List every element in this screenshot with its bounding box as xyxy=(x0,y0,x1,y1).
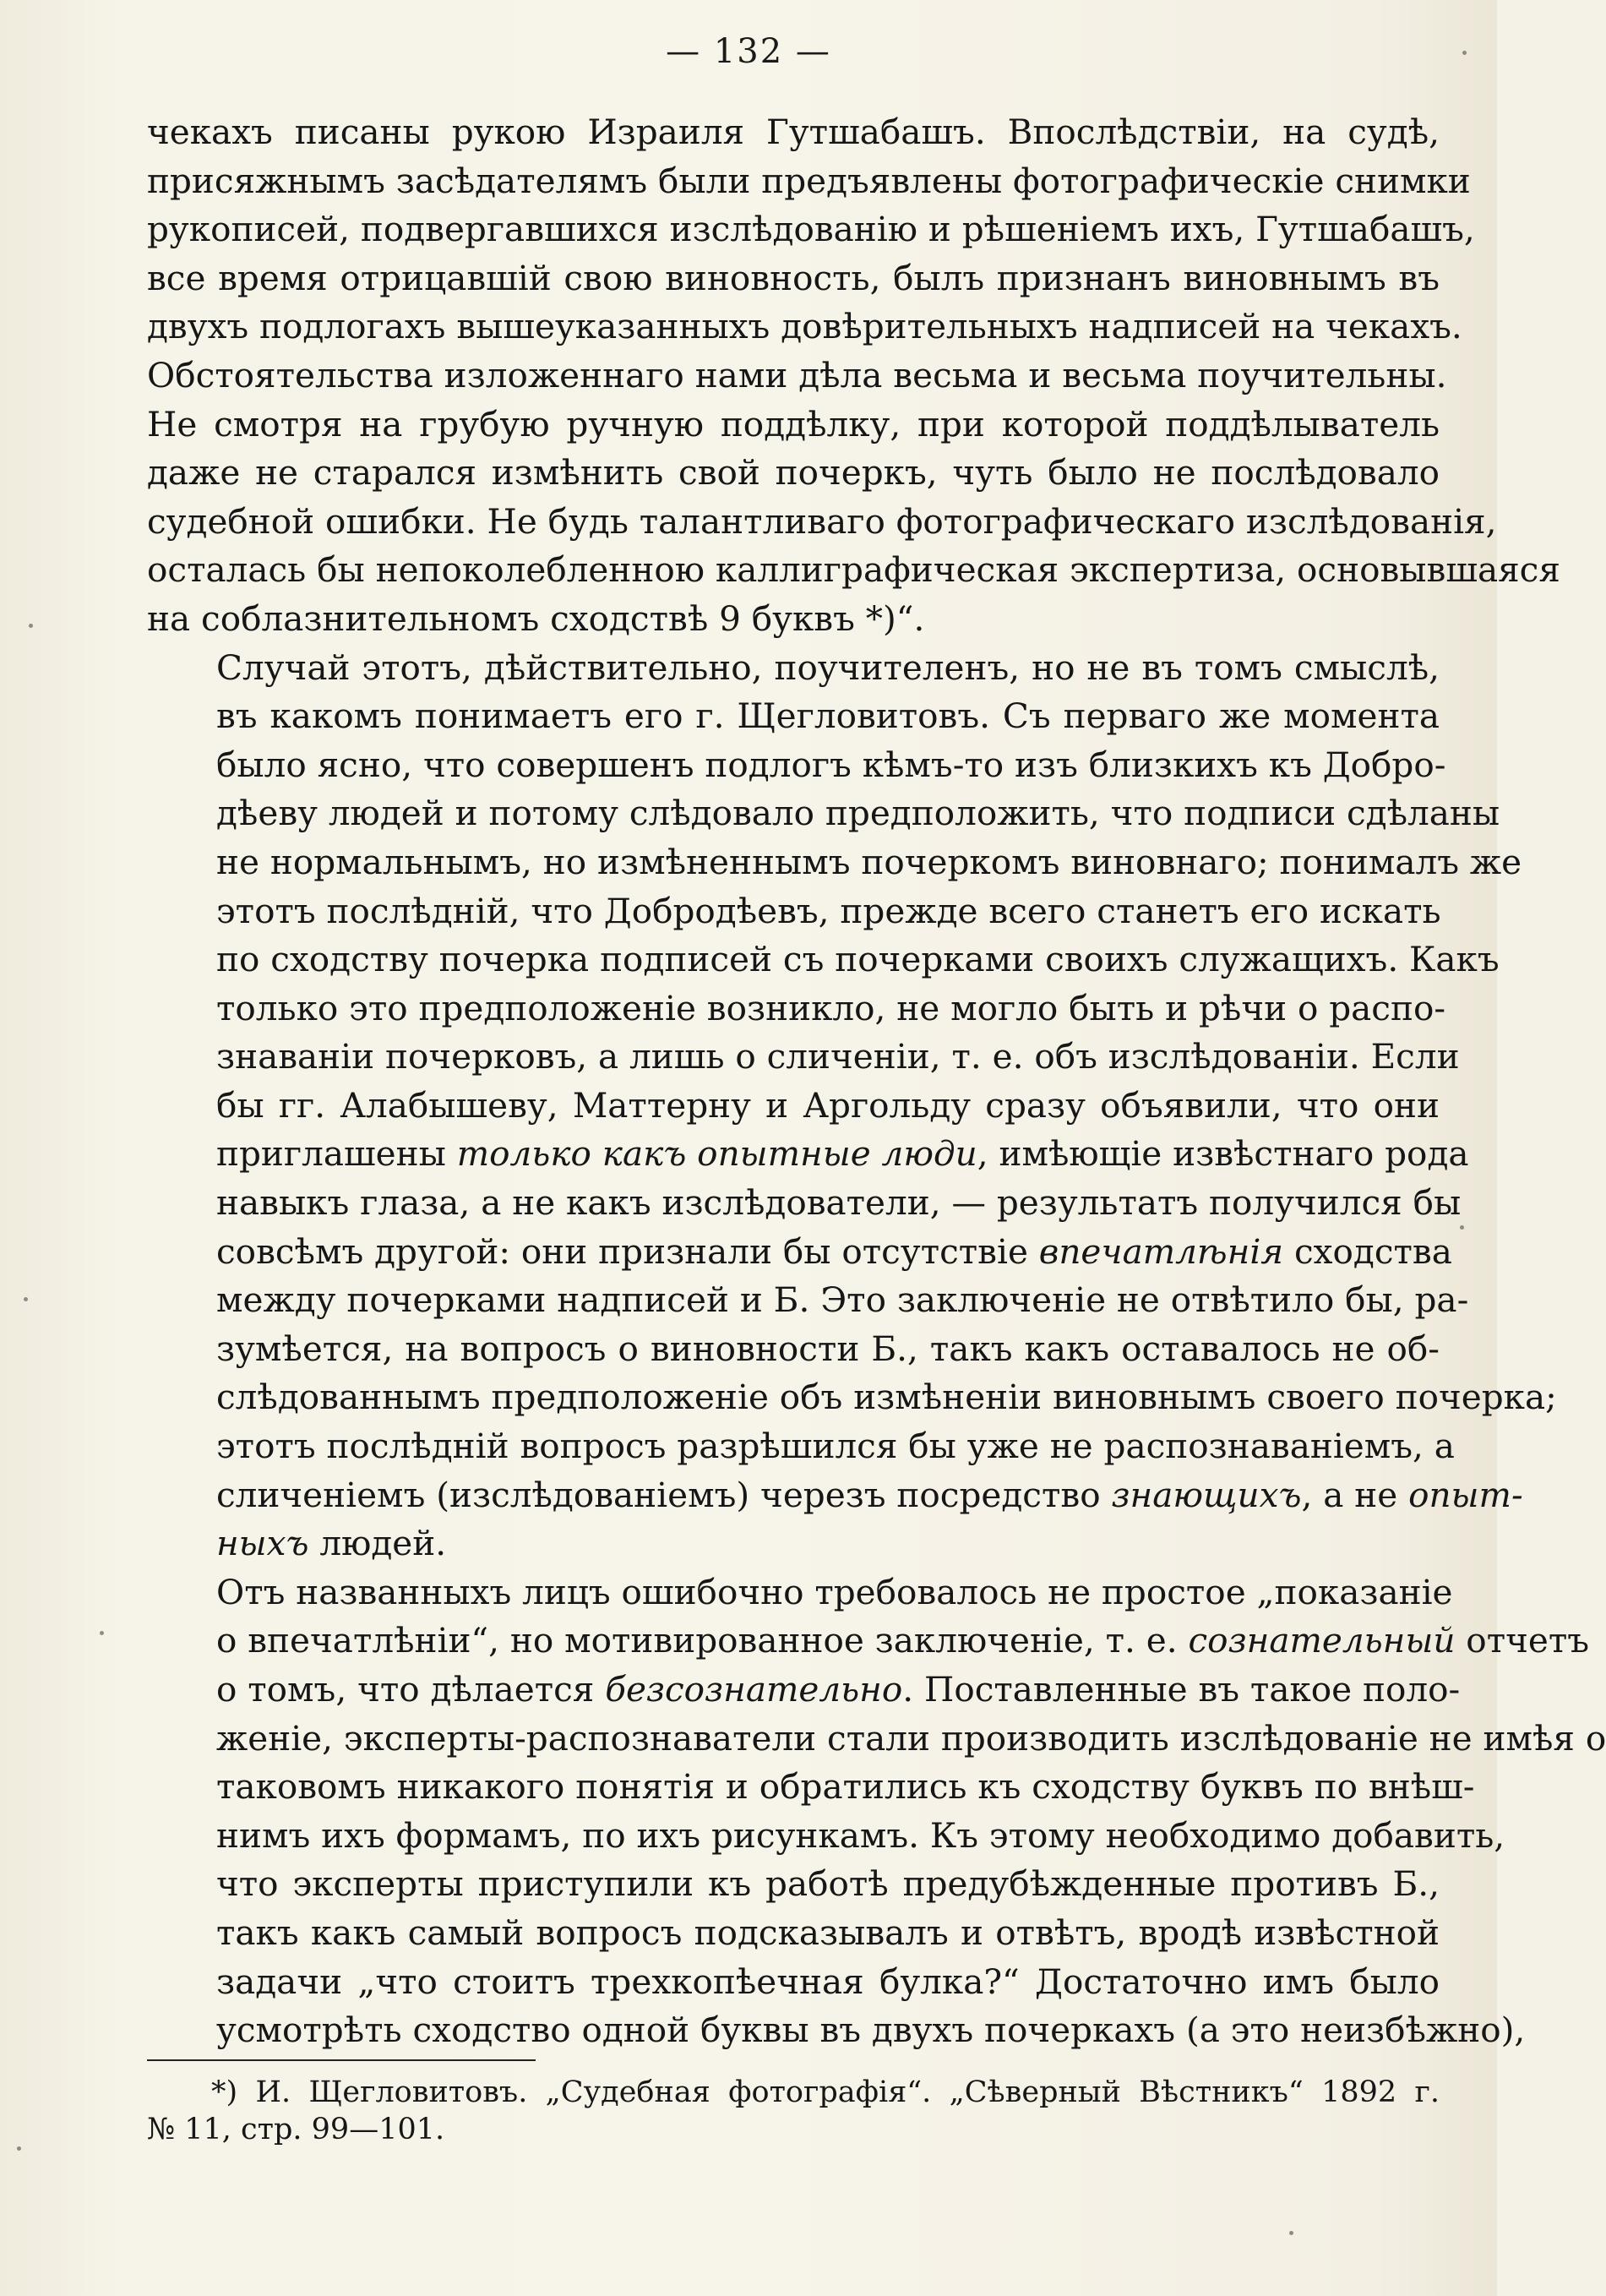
text-line: зумѣется, на вопросъ о виновности Б., такъ какъ оставалось не об- xyxy=(216,1328,1440,1369)
paragraph xyxy=(147,644,1557,1568)
text-line: судебной ошибки. Не будь талантливаго фотографическаго изслѣдованія, xyxy=(147,500,1497,542)
text-line: осталась бы непоколебленною каллиграфическая экспертиза, основывшаяся xyxy=(147,549,1560,591)
footnote-line: № 11, стр. 99—101. xyxy=(147,2113,445,2146)
text-line: присяжнымъ засѣдателямъ были предъявлены фотографическіе снимки xyxy=(147,160,1471,201)
text-line: о впечатлѣніи“, но мотивированное заключеніе, т. е. сознательный отчетъ xyxy=(216,1620,1590,1661)
text-line: Случай этотъ, дѣйствительно, поучителенъ, но не въ томъ смыслѣ, xyxy=(216,646,1440,688)
scan-speck xyxy=(1460,1225,1464,1230)
text-line: по сходству почерка подписей съ почерками своихъ служащихъ. Какъ xyxy=(216,939,1500,980)
text-line: только это предположеніе возникло, не могло быть и рѣчи о распо- xyxy=(216,987,1446,1028)
text-line: о томъ, что дѣлается безсознательно. Поставленные въ такое поло- xyxy=(216,1669,1461,1710)
italic-emphasis: безсознательно xyxy=(605,1669,903,1710)
paragraph xyxy=(147,1568,1606,2055)
italic-emphasis: впечатлѣнія xyxy=(1038,1230,1284,1272)
scan-speck xyxy=(100,1631,104,1635)
italic-emphasis: знающихъ xyxy=(1111,1474,1302,1515)
text-line: Не смотря на грубую ручную поддѣлку, при которой поддѣлыватель xyxy=(147,403,1440,444)
scan-speck xyxy=(1462,51,1467,55)
text-line: что эксперты приступили къ работѣ предубѣжденные противъ Б., xyxy=(216,1863,1440,1905)
text-line: этотъ послѣдній вопросъ разрѣшился бы уже не распознаваніемъ, а xyxy=(216,1426,1455,1467)
footnote-divider xyxy=(147,2059,536,2061)
text-line: двухъ подлогахъ вышеуказанныхъ довѣрительныхъ надписей на чекахъ. xyxy=(147,306,1462,347)
text-line: чекахъ писаны рукою Израиля Гутшабашъ. Впослѣдствіи, на судѣ, xyxy=(147,112,1440,152)
text-line: дѣеву людей и потому слѣдовало предположить, что подписи сдѣланы xyxy=(216,793,1500,834)
text-line: въ какомъ понимаетъ его г. Щегловитовъ. Съ перваго же момента xyxy=(216,695,1440,737)
text-line: сличеніемъ (изслѣдованіемъ) черезъ посредство знающихъ, а не опыт- xyxy=(216,1474,1523,1515)
text-line: нимъ ихъ формамъ, по ихъ рисункамъ. Къ этому необходимо добавить, xyxy=(216,1814,1505,1856)
text-line: было ясно, что совершенъ подлогъ кѣмъ-то изъ близкихъ къ Добро- xyxy=(216,744,1446,785)
page-number: — 132 — xyxy=(666,32,831,71)
text-line: совсѣмъ другой: они признали бы отсутствіе впечатлѣнія сходства xyxy=(216,1230,1452,1272)
text-line: таковомъ никакого понятія и обратились къ сходству буквъ по внѣш- xyxy=(216,1766,1475,1808)
body-text xyxy=(147,108,1606,2055)
text-line: на соблазнительномъ сходствѣ 9 буквъ *)“. xyxy=(147,597,925,639)
text-line: Отъ названныхъ лицъ ошибочно требовалось не простое „показаніе xyxy=(216,1571,1453,1612)
text-line: женіе, эксперты-распознаватели стали производить изслѣдованіе не имѣя о xyxy=(216,1717,1606,1759)
text-line: знаваніи почерковъ, а лишь о сличеніи, т. е. объ изслѣдованіи. Если xyxy=(216,1036,1460,1077)
text-line: слѣдованнымъ предположеніе объ измѣненіи виновнымъ своего почерка; xyxy=(216,1377,1557,1418)
text-line: даже не старался измѣнить свой почеркъ, чуть было не послѣдовало xyxy=(147,452,1440,494)
scan-speck xyxy=(24,1297,28,1301)
scan-speck xyxy=(29,624,33,628)
footnote-line: *) И. Щегловитовъ. „Судебная фотографія“. „Сѣверный Вѣстникъ“ 1892 г. xyxy=(211,2075,1440,2109)
text-line: приглашены только какъ опытные люди, имѣющіе извѣстнаго рода xyxy=(216,1133,1469,1175)
scan-speck xyxy=(17,2146,21,2151)
text-line: рукописей, подвергавшихся изслѣдованію и рѣшеніемъ ихъ, Гутшабашъ, xyxy=(147,209,1475,250)
text-line: Обстоятельства изложеннаго нами дѣла весьма и весьма поучительны. xyxy=(147,354,1447,395)
scan-speck xyxy=(1289,2231,1293,2235)
italic-emphasis: только какъ опытные люди xyxy=(456,1133,977,1175)
text-line: усмотрѣть сходство одной буквы въ двухъ почеркахъ (а это неизбѣжно), xyxy=(216,2010,1526,2051)
italic-emphasis: опыт- xyxy=(1408,1474,1523,1515)
paragraph xyxy=(147,108,1560,644)
text-line: навыкъ глаза, а не какъ изслѣдователи, — результатъ получился бы xyxy=(216,1182,1462,1224)
text-line: бы гг. Алабышеву, Маттерну и Аргольду сразу объявили, что они xyxy=(216,1084,1440,1126)
text-line: между почерками надписей и Б. Это заключеніе не отвѣтило бы, ра- xyxy=(216,1279,1469,1321)
text-line: все время отрицавшій свою виновность, былъ признанъ виновнымъ въ xyxy=(147,257,1440,298)
text-line: этотъ послѣдній, что Добродѣевъ, прежде всего станетъ его искать xyxy=(216,890,1441,931)
italic-emphasis: сознательный xyxy=(1188,1620,1456,1661)
footnote xyxy=(147,2074,1440,2148)
italic-emphasis: ныхъ xyxy=(216,1523,309,1564)
text-line: задачи „что стоитъ трехкопѣечная булка?“ Достаточно имъ было xyxy=(216,1961,1440,2002)
text-line: не нормальнымъ, но измѣненнымъ почеркомъ виновнаго; понималъ же xyxy=(216,841,1522,882)
text-line: ныхъ людей. xyxy=(216,1523,447,1564)
text-line: такъ какъ самый вопросъ подсказывалъ и отвѣтъ, вродѣ извѣстной xyxy=(216,1912,1440,1953)
